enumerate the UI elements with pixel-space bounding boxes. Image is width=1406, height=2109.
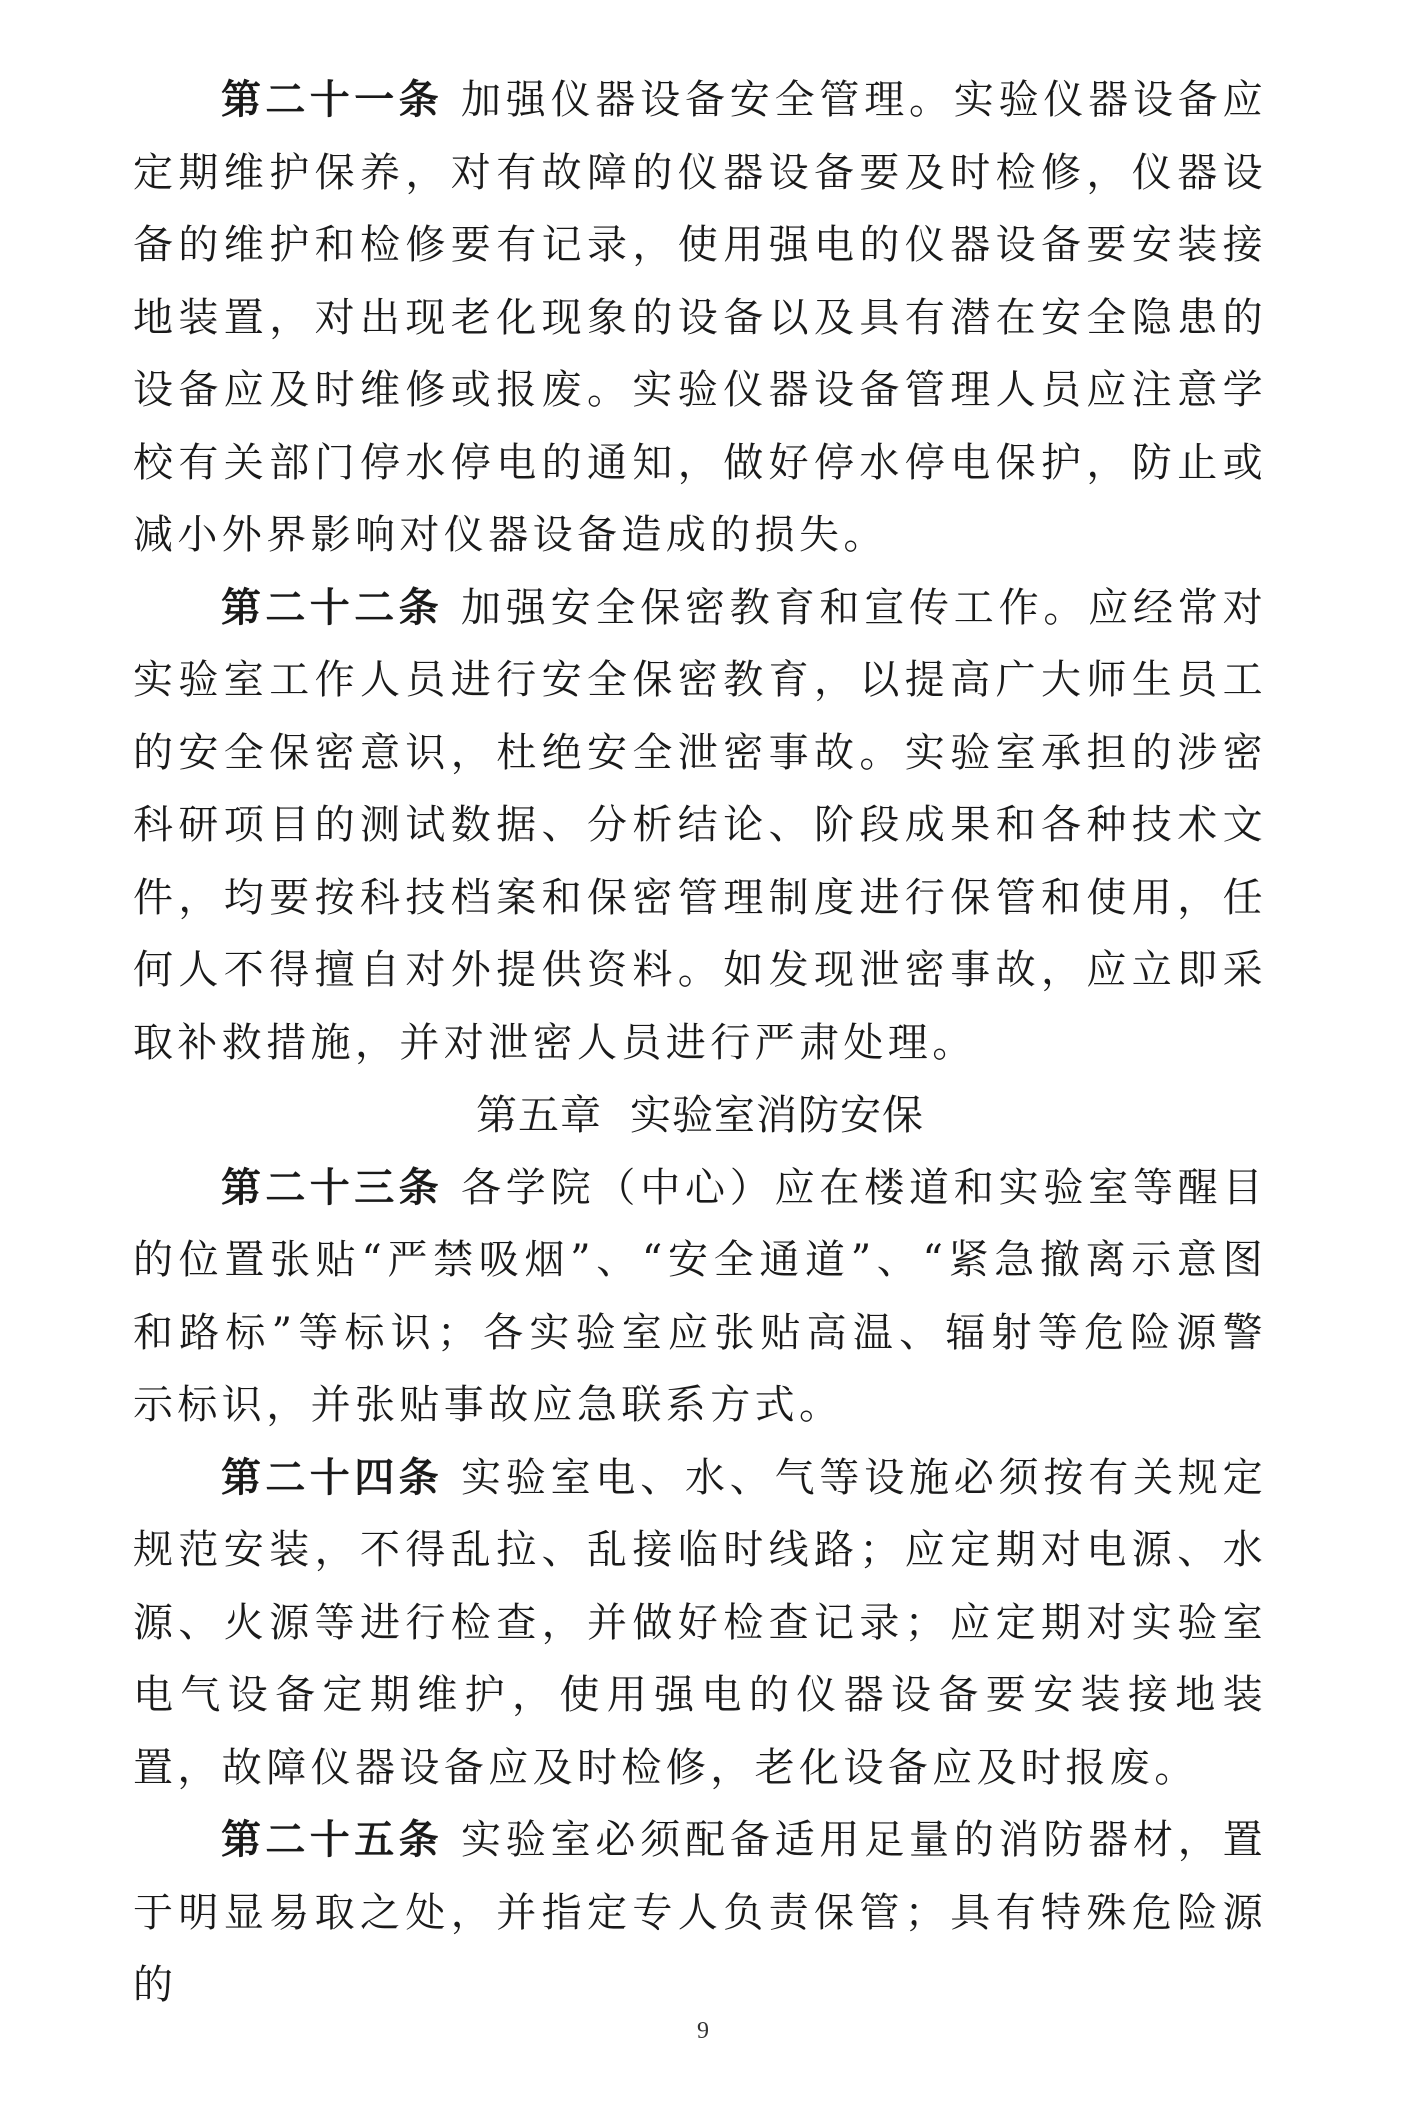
article-text: 加强仪器设备安全管理。实验仪器设备应定期维护保养，对有故障的仪器设备要及时检修，仪器设备的维护和检修要有记录，使用强电的仪器设备要安装接地装置，对出现老化现象的设备以及具有潜在安全隐患的设备应及时维修或报废。实验仪器设备管理人员应注意学校有关部门停水停电的通知，做好停水停电保护，防止或减小外界影响对仪器设备造成的损失。 xyxy=(133,77,1267,558)
article-text: 实验室电、水、气等设施必须按有关规定规范安装，不得乱拉、乱接临时线路；应定期对电源、水源、火源等进行检查，并做好检查记录；应定期对实验室电气设备定期维护，使用强电的仪器设备要安装接地装置，故障仪器设备应及时检修，老化设备应及时报废。 xyxy=(133,1454,1267,1791)
article-label: 第二十四条 xyxy=(221,1454,443,1501)
chapter-heading: 第五章 实验室消防安保 xyxy=(475,1091,925,1139)
page-number: 9 xyxy=(697,2018,709,2044)
article-label: 第二十三条 xyxy=(221,1164,443,1211)
article-21 xyxy=(133,64,1267,572)
article-label: 第二十二条 xyxy=(221,584,443,631)
article-text: 加强安全保密教育和宣传工作。应经常对实验室工作人员进行安全保密教育，以提高广大师生员工的安全保密意识，杜绝安全泄密事故。实验室承担的涉密科研项目的测试数据、分析结论、阶段成果和各种技术文件，均要按科技档案和保密管理制度进行保管和使用，任何人不得擅自对外提供资料。如发现泄密事故，应立即采取补救措施，并对泄密人员进行严肃处理。 xyxy=(133,584,1267,1066)
article-25 xyxy=(133,1804,1267,2022)
article-text: 各学院（中心）应在楼道和实验室等醒目的位置张贴“严禁吸烟”、“安全通道”、“紧急撤离示意图和路标”等标识；各实验室应张贴高温、辐射等危险源警示标识，并张贴事故应急联系方式。 xyxy=(133,1164,1267,1428)
article-label: 第二十五条 xyxy=(221,1817,443,1863)
article-24 xyxy=(133,1442,1267,1805)
article-text: 实验室必须配备适用足量的消防器材，置于明显易取之处，并指定专人负责保管；具有特殊危险源的 xyxy=(133,1817,1267,2008)
article-label: 第二十一条 xyxy=(221,77,443,123)
article-22 xyxy=(133,572,1267,1080)
article-23 xyxy=(133,1152,1267,1442)
body-text xyxy=(133,64,1267,2022)
